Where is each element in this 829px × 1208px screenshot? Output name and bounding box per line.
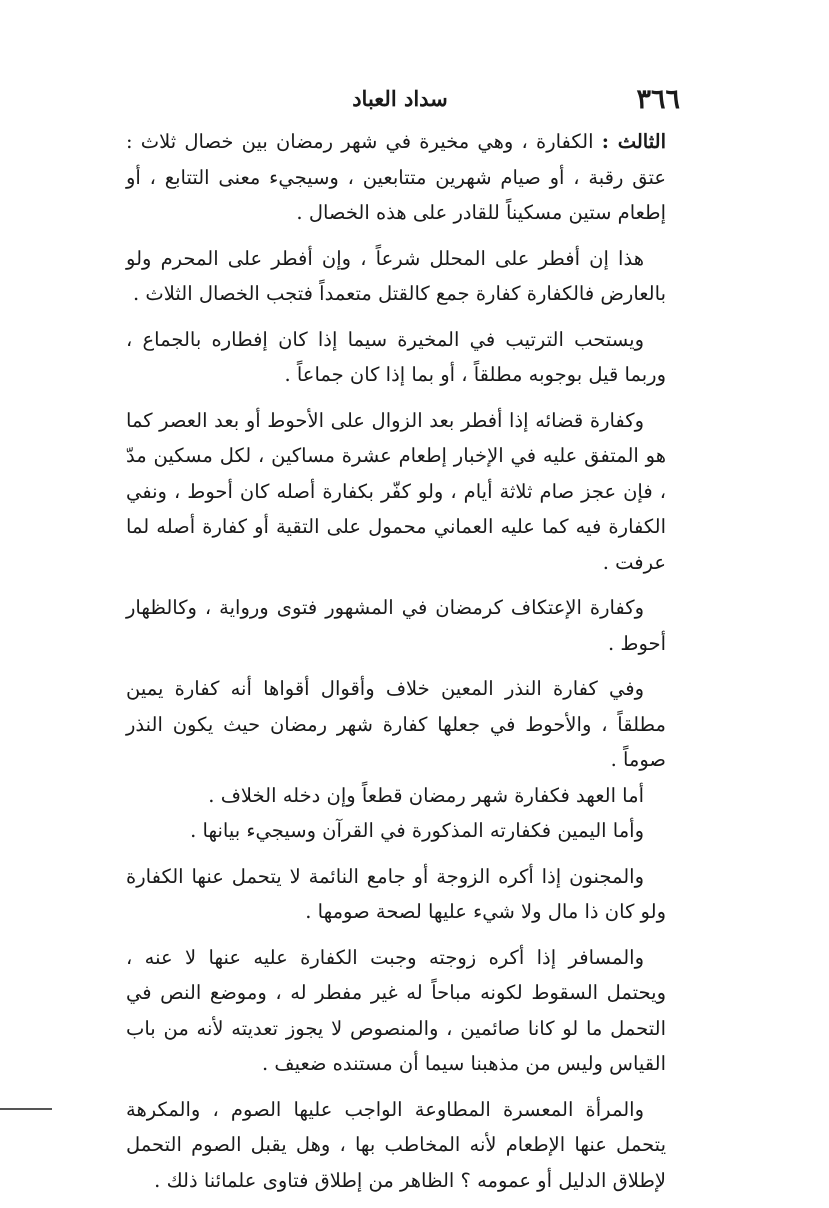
paragraph-text: وكفارة قضائه إذا أفطر بعد الزوال على الأحوط أو بعد العصر كما هو المتفق عليه في الإخبار إطعام عشرة مساكين ، لكل مسكين مدّ ، فإن عجز صام ثلاثة أيام ، ولو كفّر بكفارة أصله كان أحوط ، ونفي الكفارة فيه كما عليه العماني محمول على التقية أو كفارة أصله لما عرفت . <box>126 408 666 574</box>
paragraph-text: هذا إن أفطر على المحلل شرعاً ، وإن أفطر على المحرم ولو بالعارض فالكفارة كفارة جمع كالقتل متعمداً فتجب الخصال الثلاث . <box>126 246 666 305</box>
paragraph-7 <box>126 778 666 814</box>
paragraph-text: الكفارة ، وهي مخيرة في شهر رمضان بين خصال ثلاث : عتق رقبة ، أو صيام شهرين متتابعين ، وسيجيء معنى التتابع ، أو إطعام ستين مسكيناً للقادر على هذه الخصال . <box>126 130 666 224</box>
page-header <box>120 84 680 124</box>
paragraph-text: أما العهد فكفارة شهر رمضان قطعاً وإن دخله الخلاف . <box>208 783 644 807</box>
paragraph-text: والمرأة المعسرة المطاوعة الواجب عليها الصوم ، والمكرهة يتحمل عنها الإطعام لأنه المخاطب بها ، وهل يقبل الصوم التحمل لإطلاق الدليل أو عمومه ؟ الظاهر من إطلاق فتاوى علمائنا ذلك . <box>126 1097 666 1192</box>
paragraph-text: ويستحب الترتيب في المخيرة سيما إذا كان إفطاره بالجماع ، وربما قيل بوجوبه مطلقاً ، أو بما إذا كان جماعاً . <box>126 327 666 386</box>
paragraph-4 <box>126 403 666 581</box>
paragraph-9 <box>126 859 666 930</box>
paragraph-10 <box>126 940 666 1082</box>
paragraph-2 <box>126 241 666 312</box>
paragraph-6 <box>126 671 666 778</box>
page-body <box>126 124 666 1208</box>
paragraph-11 <box>126 1092 666 1199</box>
paragraph-text: والمسافر إذا أكره زوجته وجبت الكفارة عليه عنها لا عنه ، ويحتمل السقوط لكونه مباحاً له غير مفطر له ، وموضع النص في التحمل ما لو كانا صائمين ، والمنصوص لا يجوز تعديته لأنه من باب القياس وليس من مذهبنا سيما أن مستنده ضعيف . <box>126 945 666 1075</box>
paragraph-1 <box>126 124 666 231</box>
paragraph-text: وأما اليمين فكفارته المذكورة في القرآن وسيجيء بيانها . <box>190 819 644 842</box>
scan-edge-line <box>0 1108 52 1110</box>
paragraph-text: والمجنون إذا أكره الزوجة أو جامع النائمة لا يتحمل عنها الكفارة ولو كان ذا مال ولا شيء عليها لصحة صومها . <box>126 864 666 923</box>
paragraph-8 <box>126 813 666 849</box>
page-number: ٣٦٦ <box>636 84 680 115</box>
running-title: سداد العباد <box>352 86 448 111</box>
paragraph-5 <box>126 590 666 661</box>
paragraph-text: وفي كفارة النذر المعين خلاف وأقوال أقواها أنه كفارة يمين مطلقاً ، والأحوط في جعلها كفارة شهر رمضان حيث يكون النذر صوماً . <box>126 677 666 771</box>
paragraph-lead: الثالث : <box>601 130 666 153</box>
paragraph-text: وكفارة الإعتكاف كرمضان في المشهور فتوى ورواية ، وكالظهار أحوط . <box>126 596 666 655</box>
paragraph-3 <box>126 322 666 393</box>
